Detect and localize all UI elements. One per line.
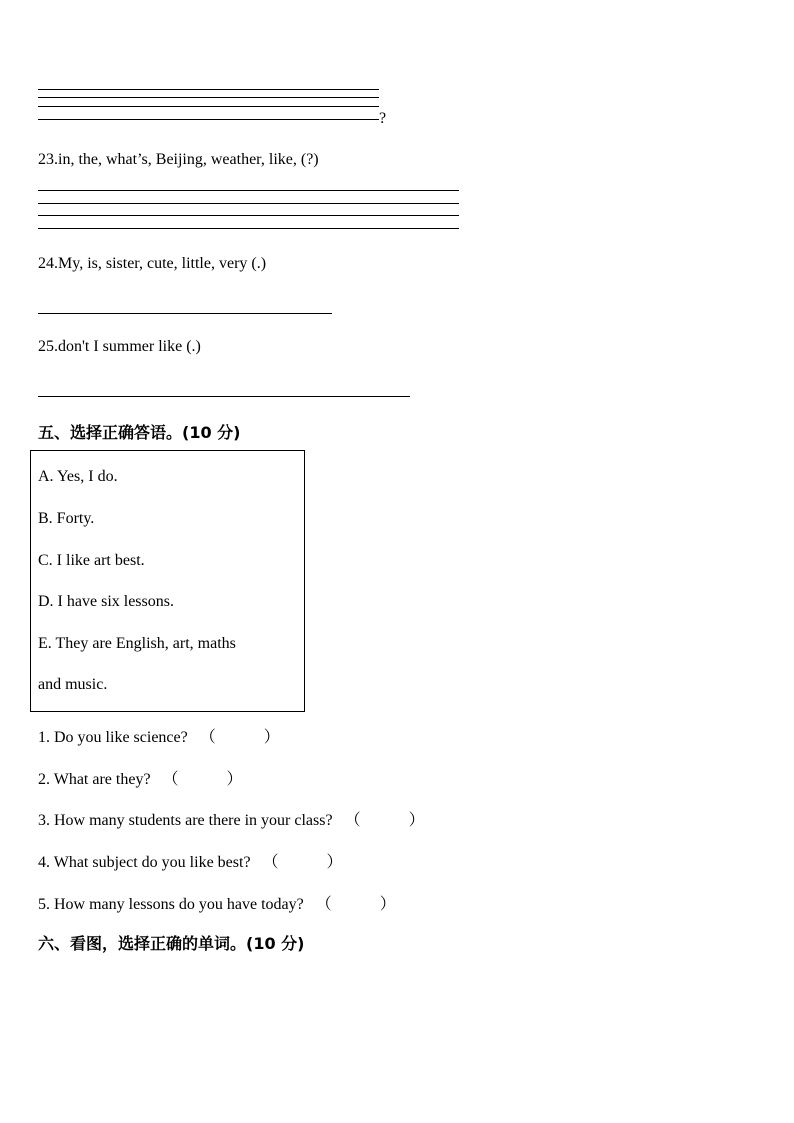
question-mark: ? bbox=[379, 110, 387, 127]
answer-blank[interactable]: （ ） bbox=[262, 854, 343, 871]
answer-line bbox=[38, 228, 459, 229]
question-23: 23.in, the, what’s, Beijing, weather, like, (?) bbox=[38, 151, 319, 168]
answer-options-box bbox=[30, 450, 305, 712]
option-b: B. Forty. bbox=[38, 510, 95, 527]
answer-blank[interactable]: （ ） bbox=[315, 896, 396, 913]
question-25: 25.don't I summer like (.) bbox=[38, 338, 201, 355]
question-text: 1. Do you like science? bbox=[38, 729, 188, 746]
question-24: 24.My, is, sister, cute, little, very (.) bbox=[38, 255, 267, 272]
option-e: E. They are English, art, maths bbox=[38, 635, 236, 652]
option-e-continued: and music. bbox=[38, 676, 108, 693]
section-five-heading: 五、选择正确答语。(10 分) bbox=[38, 423, 241, 442]
question-item bbox=[38, 724, 280, 747]
answer-line bbox=[38, 396, 410, 397]
option-c: C. I like art best. bbox=[38, 552, 145, 569]
question-text: 4. What subject do you like best? bbox=[38, 854, 251, 871]
answer-line bbox=[38, 119, 379, 120]
answer-line bbox=[38, 203, 459, 204]
answer-blank[interactable]: （ ） bbox=[344, 812, 425, 829]
answer-line bbox=[38, 215, 459, 216]
answer-line bbox=[38, 97, 379, 98]
option-a: A. Yes, I do. bbox=[38, 468, 118, 485]
answer-line bbox=[38, 313, 332, 314]
question-text: 3. How many students are there in your class? bbox=[38, 812, 333, 829]
question-item bbox=[38, 807, 425, 830]
answer-line bbox=[38, 89, 379, 90]
answer-line bbox=[38, 190, 459, 191]
question-item bbox=[38, 891, 396, 914]
question-item bbox=[38, 766, 243, 789]
question-text: 2. What are they? bbox=[38, 771, 151, 788]
question-text: 5. How many lessons do you have today? bbox=[38, 896, 304, 913]
section-six-heading: 六、看图，选择正确的单词。(10 分) bbox=[38, 934, 305, 953]
option-d: D. I have six lessons. bbox=[38, 593, 174, 610]
answer-blank[interactable]: （ ） bbox=[162, 771, 243, 788]
answer-blank[interactable]: （ ） bbox=[199, 729, 280, 746]
question-item bbox=[38, 849, 343, 872]
answer-line bbox=[38, 106, 379, 107]
